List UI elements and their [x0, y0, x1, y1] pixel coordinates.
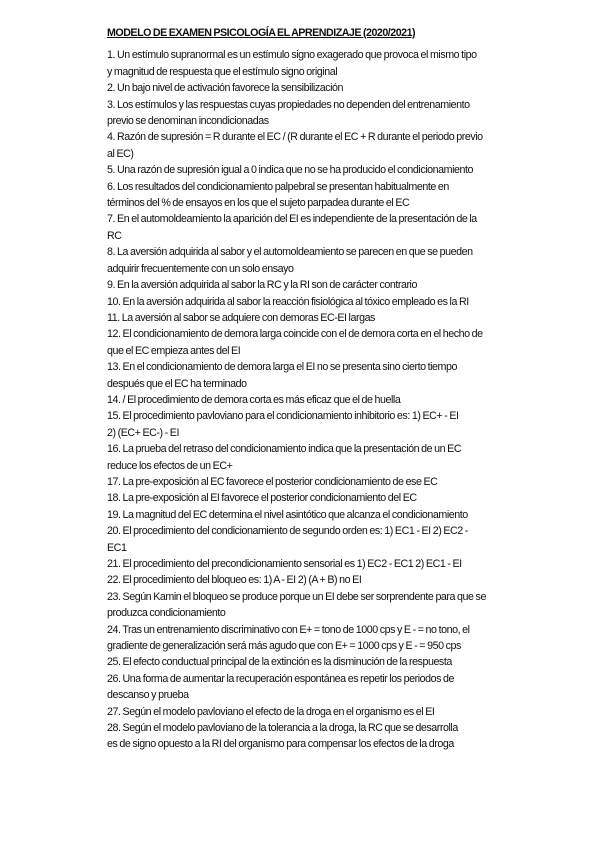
question-line: produzca condicionamiento	[107, 607, 226, 620]
question-line: 14. / El procedimiento de demora corta es más eficaz que el de huella	[107, 393, 401, 406]
question-item	[107, 408, 507, 441]
question-item	[107, 47, 507, 80]
question-line: 7. En el automoldeamiento la aparición del EI es independiente de la presentación de la	[107, 213, 477, 226]
question-line: RC	[107, 229, 122, 242]
question-line: EC1	[107, 541, 127, 554]
question-item	[107, 720, 507, 753]
question-line: 15. El procedimiento pavloviano para el condicionamiento inhibitorio es: 1) EC+ - EI	[107, 410, 459, 423]
question-line: al EC)	[107, 147, 134, 160]
question-item	[107, 162, 507, 178]
question-item	[107, 179, 507, 212]
question-line: 18. La pre-exposición al EI favorece el posterior condicionamiento del EC	[107, 492, 417, 505]
question-item	[107, 523, 507, 556]
question-item	[107, 359, 507, 392]
question-item	[107, 589, 507, 622]
question-item	[107, 211, 507, 244]
question-line: 20. El procedimiento del condicionamiento de segundo orden es: 1) EC1 - EI 2) EC2 -	[107, 525, 468, 538]
question-line: 12. El condicionamiento de demora larga coincide con el de demora corta en el hecho de	[107, 328, 483, 341]
question-line: 2. Un bajo nivel de activación favorece la sensibilización	[107, 82, 344, 95]
question-line: es de signo opuesto a la RI del organismo para compensar los efectos de la droga	[107, 738, 454, 751]
question-line: reduce los efectos de un EC+	[107, 459, 233, 472]
question-line: 3. Los estímulos y las respuestas cuyas propiedades no dependen del entrenamiento	[107, 98, 470, 111]
question-line: 16. La prueba del retraso del condicionamiento indica que la presentación de un EC	[107, 443, 462, 456]
question-line: y magnitud de respuesta que el estímulo signo original	[107, 65, 338, 78]
question-item	[107, 572, 507, 588]
question-item	[107, 294, 507, 310]
question-line: 28. Según el modelo pavloviano de la tolerancia a la droga, la RC que se desarrolla	[107, 722, 458, 735]
question-line: 4. Razón de supresión = R durante el EC / (R durante el EC + R durante el periodo previo	[107, 131, 483, 144]
question-item	[107, 622, 507, 655]
question-item	[107, 654, 507, 670]
question-line: descanso y prueba	[107, 689, 189, 702]
question-line: 19. La magnitud del EC determina el nivel asintótico que alcanza el condicionamiento	[107, 508, 468, 521]
question-line: 24. Tras un entrenamiento discriminativo con E+ = tono de 1000 cps y E - = no tono, el	[107, 623, 470, 636]
question-item	[107, 244, 507, 277]
question-line: 25. El efecto conductual principal de la extinción es la disminución de la respuesta	[107, 656, 452, 669]
document-body	[107, 25, 507, 753]
question-line: términos del % de ensayos en los que el sujeto parpadea durante el EC	[107, 197, 410, 210]
question-line: después que el EC ha terminado	[107, 377, 247, 390]
question-line: 22. El procedimiento del bloqueo es: 1) A - EI 2) (A + B) no EI	[107, 574, 362, 587]
question-item	[107, 474, 507, 490]
question-line: 8. La aversión adquirida al sabor y el automoldeamiento se parecen en que se pueden	[107, 246, 473, 259]
question-item	[107, 556, 507, 572]
question-item	[107, 704, 507, 720]
question-line: 27. Según el modelo pavloviano el efecto de la droga en el organismo es el EI	[107, 705, 435, 718]
document-title: MODELO DE EXAMEN PSICOLOGÍA EL APRENDIZAJE (2020/2021)	[107, 27, 416, 39]
question-line: 13. En el condicionamiento de demora larga el EI no se presenta sino cierto tiempo	[107, 361, 457, 374]
question-item	[107, 277, 507, 293]
question-line: 21. El procedimiento del precondicionamiento sensorial es 1) EC2 - EC1 2) EC1 - EI	[107, 558, 462, 570]
question-line: 2) (EC+ EC-) - EI	[107, 426, 179, 439]
question-line: 1. Un estímulo supranormal es un estímulo signo exagerado que provoca el mismo tipo	[107, 49, 477, 62]
question-line: 11. La aversión al sabor se adquiere con demoras EC-EI largas	[107, 311, 375, 324]
question-line: que el EC empieza antes del EI	[107, 344, 241, 357]
question-line: 26. Una forma de aumentar la recuperación espontánea es repetir los periodos de	[107, 672, 454, 685]
question-item	[107, 441, 507, 474]
question-item	[107, 129, 507, 162]
question-line: 6. Los resultados del condicionamiento palpebral se presentan habitualmente en	[107, 180, 449, 193]
question-line: previo se denominan incondicionadas	[107, 115, 269, 128]
question-line: 17. La pre-exposición al EC favorece el posterior condicionamiento de ese EC	[107, 475, 438, 488]
question-item	[107, 490, 507, 506]
question-item	[107, 507, 507, 523]
question-item	[107, 392, 507, 408]
question-line: adquirir frecuentemente con un solo ensayo	[107, 262, 294, 275]
question-item	[107, 310, 507, 326]
question-line: 10. En la aversión adquirida al sabor la reacción fisiológica al tóxico empleado es la RI	[107, 295, 469, 308]
question-item	[107, 80, 507, 96]
question-item	[107, 326, 507, 359]
question-list	[107, 47, 507, 752]
question-item	[107, 97, 507, 130]
question-line: 23. Según Kamin el bloqueo se produce porque un EI debe ser sorprendente para que se	[107, 590, 486, 603]
question-line: gradiente de generalización será más agudo que con E+ = 1000 cps y E - = 950 cps	[107, 640, 461, 653]
question-line: 5. Una razón de supresión igual a 0 indica que no se ha producido el condicionamiento	[107, 164, 473, 177]
question-line: 9. En la aversión adquirida al sabor la RC y la RI son de carácter contrario	[107, 279, 417, 292]
question-item	[107, 671, 507, 704]
